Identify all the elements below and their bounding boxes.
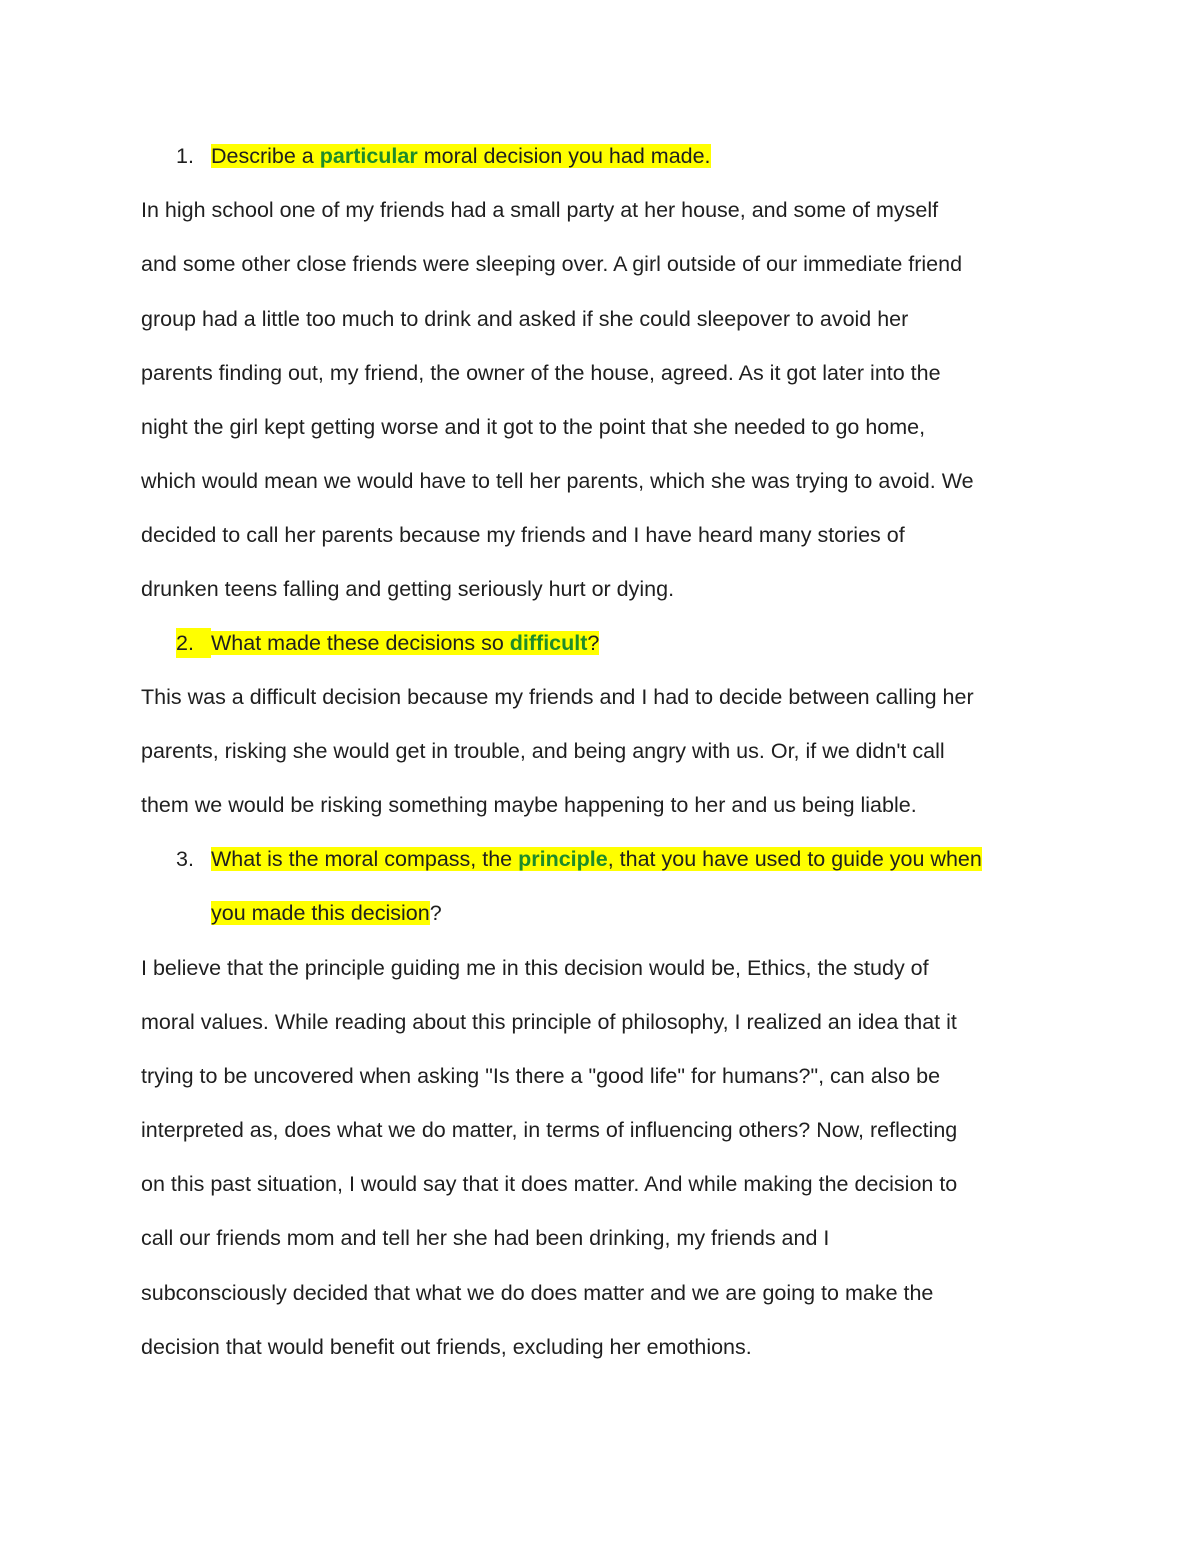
question-1-keyword: particular bbox=[319, 144, 418, 168]
question-2-number: 2. bbox=[176, 628, 211, 658]
answer-3-line-5: on this past situation, I would say that it does matter. And while making the decision to bbox=[141, 1172, 958, 1196]
answer-1-line-2: and some other close friends were sleeping over. A girl outside of our immediate friend bbox=[141, 252, 963, 276]
question-3-text bbox=[211, 847, 982, 871]
question-2-text-before: What made these decisions so bbox=[211, 631, 510, 655]
question-3-text-before: What is the moral compass, the bbox=[211, 847, 519, 871]
answer-1-line-4: parents finding out, my friend, the owner of the house, agreed. As it got later into the bbox=[141, 361, 941, 385]
answer-3-line-3: trying to be uncovered when asking "Is there a "good life" for humans?", can also be bbox=[141, 1064, 941, 1088]
question-1-text bbox=[211, 144, 711, 168]
question-3-keyword: principle bbox=[518, 847, 608, 871]
answer-1-line-6: which would mean we would have to tell her parents, which she was trying to avoid. We bbox=[141, 469, 974, 493]
answer-3-line-2: moral values. While reading about this principle of philosophy, I realized an idea that it bbox=[141, 1010, 957, 1034]
question-2-keyword: difficult bbox=[509, 631, 588, 655]
answer-2-line-1: This was a difficult decision because my friends and I had to decide between calling her bbox=[141, 685, 974, 709]
answer-1-line-5: night the girl kept getting worse and it got to the point that she needed to go home, bbox=[141, 415, 926, 439]
answer-3-line-6: call our friends mom and tell her she had been drinking, my friends and I bbox=[141, 1226, 830, 1250]
question-1-number: 1. bbox=[176, 144, 194, 168]
question-1 bbox=[176, 141, 711, 171]
question-3-number: 3. bbox=[176, 847, 194, 871]
question-1-text-before: Describe a bbox=[211, 144, 320, 168]
answer-3-line-4: interpreted as, does what we do matter, in terms of influencing others? Now, reflecting bbox=[141, 1118, 958, 1142]
answer-1-line-1: In high school one of my friends had a small party at her house, and some of myself bbox=[141, 198, 939, 222]
question-3-continuation-end: ? bbox=[429, 901, 442, 925]
answer-2-line-3: them we would be risking something maybe happening to her and us being liable. bbox=[141, 793, 917, 817]
question-2-text-after: ? bbox=[587, 631, 600, 655]
question-3-continuation-line bbox=[211, 898, 442, 928]
answer-2-line-2: parents, risking she would get in trouble, and being angry with us. Or, if we didn't call bbox=[141, 739, 945, 763]
question-2-text bbox=[211, 631, 599, 655]
answer-3-line-7: subconsciously decided that what we do does matter and we are going to make the bbox=[141, 1281, 934, 1305]
answer-1-line-7: decided to call her parents because my friends and I have heard many stories of bbox=[141, 523, 905, 547]
answer-3-line-1: I believe that the principle guiding me in this decision would be, Ethics, the study of bbox=[141, 956, 929, 980]
question-2 bbox=[176, 628, 599, 658]
answer-1-line-3: group had a little too much to drink and asked if she could sleepover to avoid her bbox=[141, 307, 909, 331]
answer-1-line-8: drunken teens falling and getting seriously hurt or dying. bbox=[141, 577, 675, 601]
question-1-text-after: moral decision you had made. bbox=[417, 144, 711, 168]
question-3-continuation: you made this decision bbox=[211, 901, 430, 925]
answer-3-line-8: decision that would benefit out friends, excluding her emothions. bbox=[141, 1335, 752, 1359]
question-3-text-after: , that you have used to guide you when bbox=[607, 847, 982, 871]
question-3 bbox=[176, 844, 982, 874]
